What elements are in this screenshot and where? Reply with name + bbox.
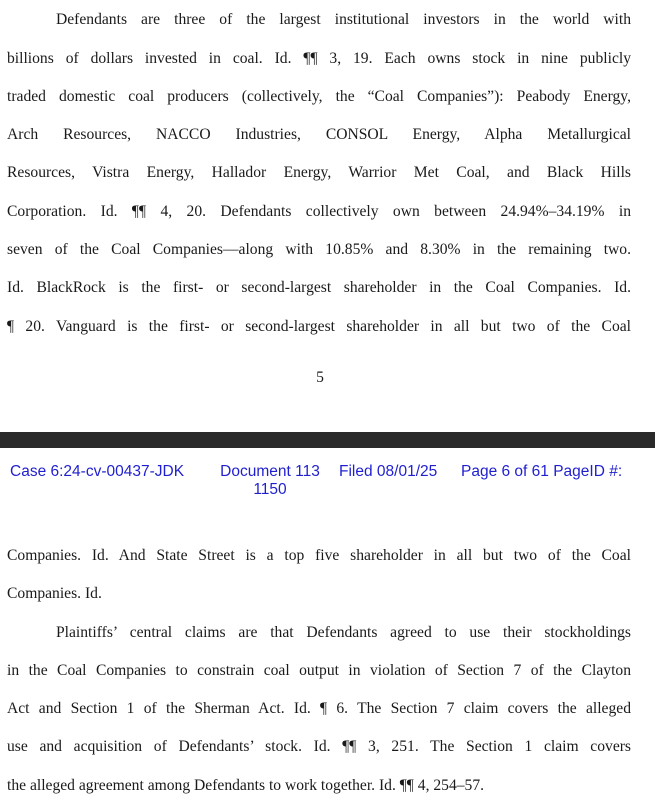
text-line: the alleged agreement among Defendants to work together. Id. ¶¶ 4, 254–57. [7,777,485,794]
page-number: 5 [316,369,324,386]
text-line: Defendants are three of the largest institutional investors in the world with [56,11,631,28]
text-line: Plaintiffs’ central claims are that Defendants agreed to use their stockholdings [56,624,631,641]
text-line: use and acquisition of Defendants’ stock. Id. ¶¶ 3, 251. The Section 1 claim covers [7,738,631,755]
text-line: Id. BlackRock is the first- or second-largest shareholder in the Coal Companies. Id. [7,279,631,296]
text-line: traded domestic coal producers (collectively, the “Coal Companies”): Peabody Energy, [7,88,631,105]
text-line: billions of dollars invested in coal. Id. ¶¶ 3, 19. Each owns stock in nine publicly [7,50,631,67]
document-label: Document 113 [220,463,320,480]
page-divider [0,432,655,448]
document-number [210,463,330,499]
text-line: Companies. Id. [7,585,102,602]
text-line: Resources, Vistra Energy, Hallador Energy, Warrior Met Coal, and Black Hills [7,164,631,181]
text-line: Arch Resources, NACCO Industries, CONSOL Energy, Alpha Metallurgical [7,126,631,143]
case-number: Case 6:24-cv-00437-JDK [10,463,185,480]
page-info: Page 6 of 61 PageID #: [461,463,623,480]
text-line: Corporation. Id. ¶¶ 4, 20. Defendants collectively own between 24.94%–34.19% in [7,203,631,220]
text-line: in the Coal Companies to constrain coal output in violation of Section 7 of the Clayton [7,662,631,679]
page-id-number: 1150 [253,481,287,498]
filed-date: Filed 08/01/25 [339,463,438,480]
text-line: Companies. Id. And State Street is a top five shareholder in all but two of the Coal [7,547,631,564]
text-line: seven of the Coal Companies—along with 10.85% and 8.30% in the remaining two. [7,241,631,258]
text-line: ¶ 20. Vanguard is the first- or second-largest shareholder in all but two of the Coal [7,318,631,335]
text-line: Act and Section 1 of the Sherman Act. Id. ¶ 6. The Section 7 claim covers the alleged [7,700,631,717]
